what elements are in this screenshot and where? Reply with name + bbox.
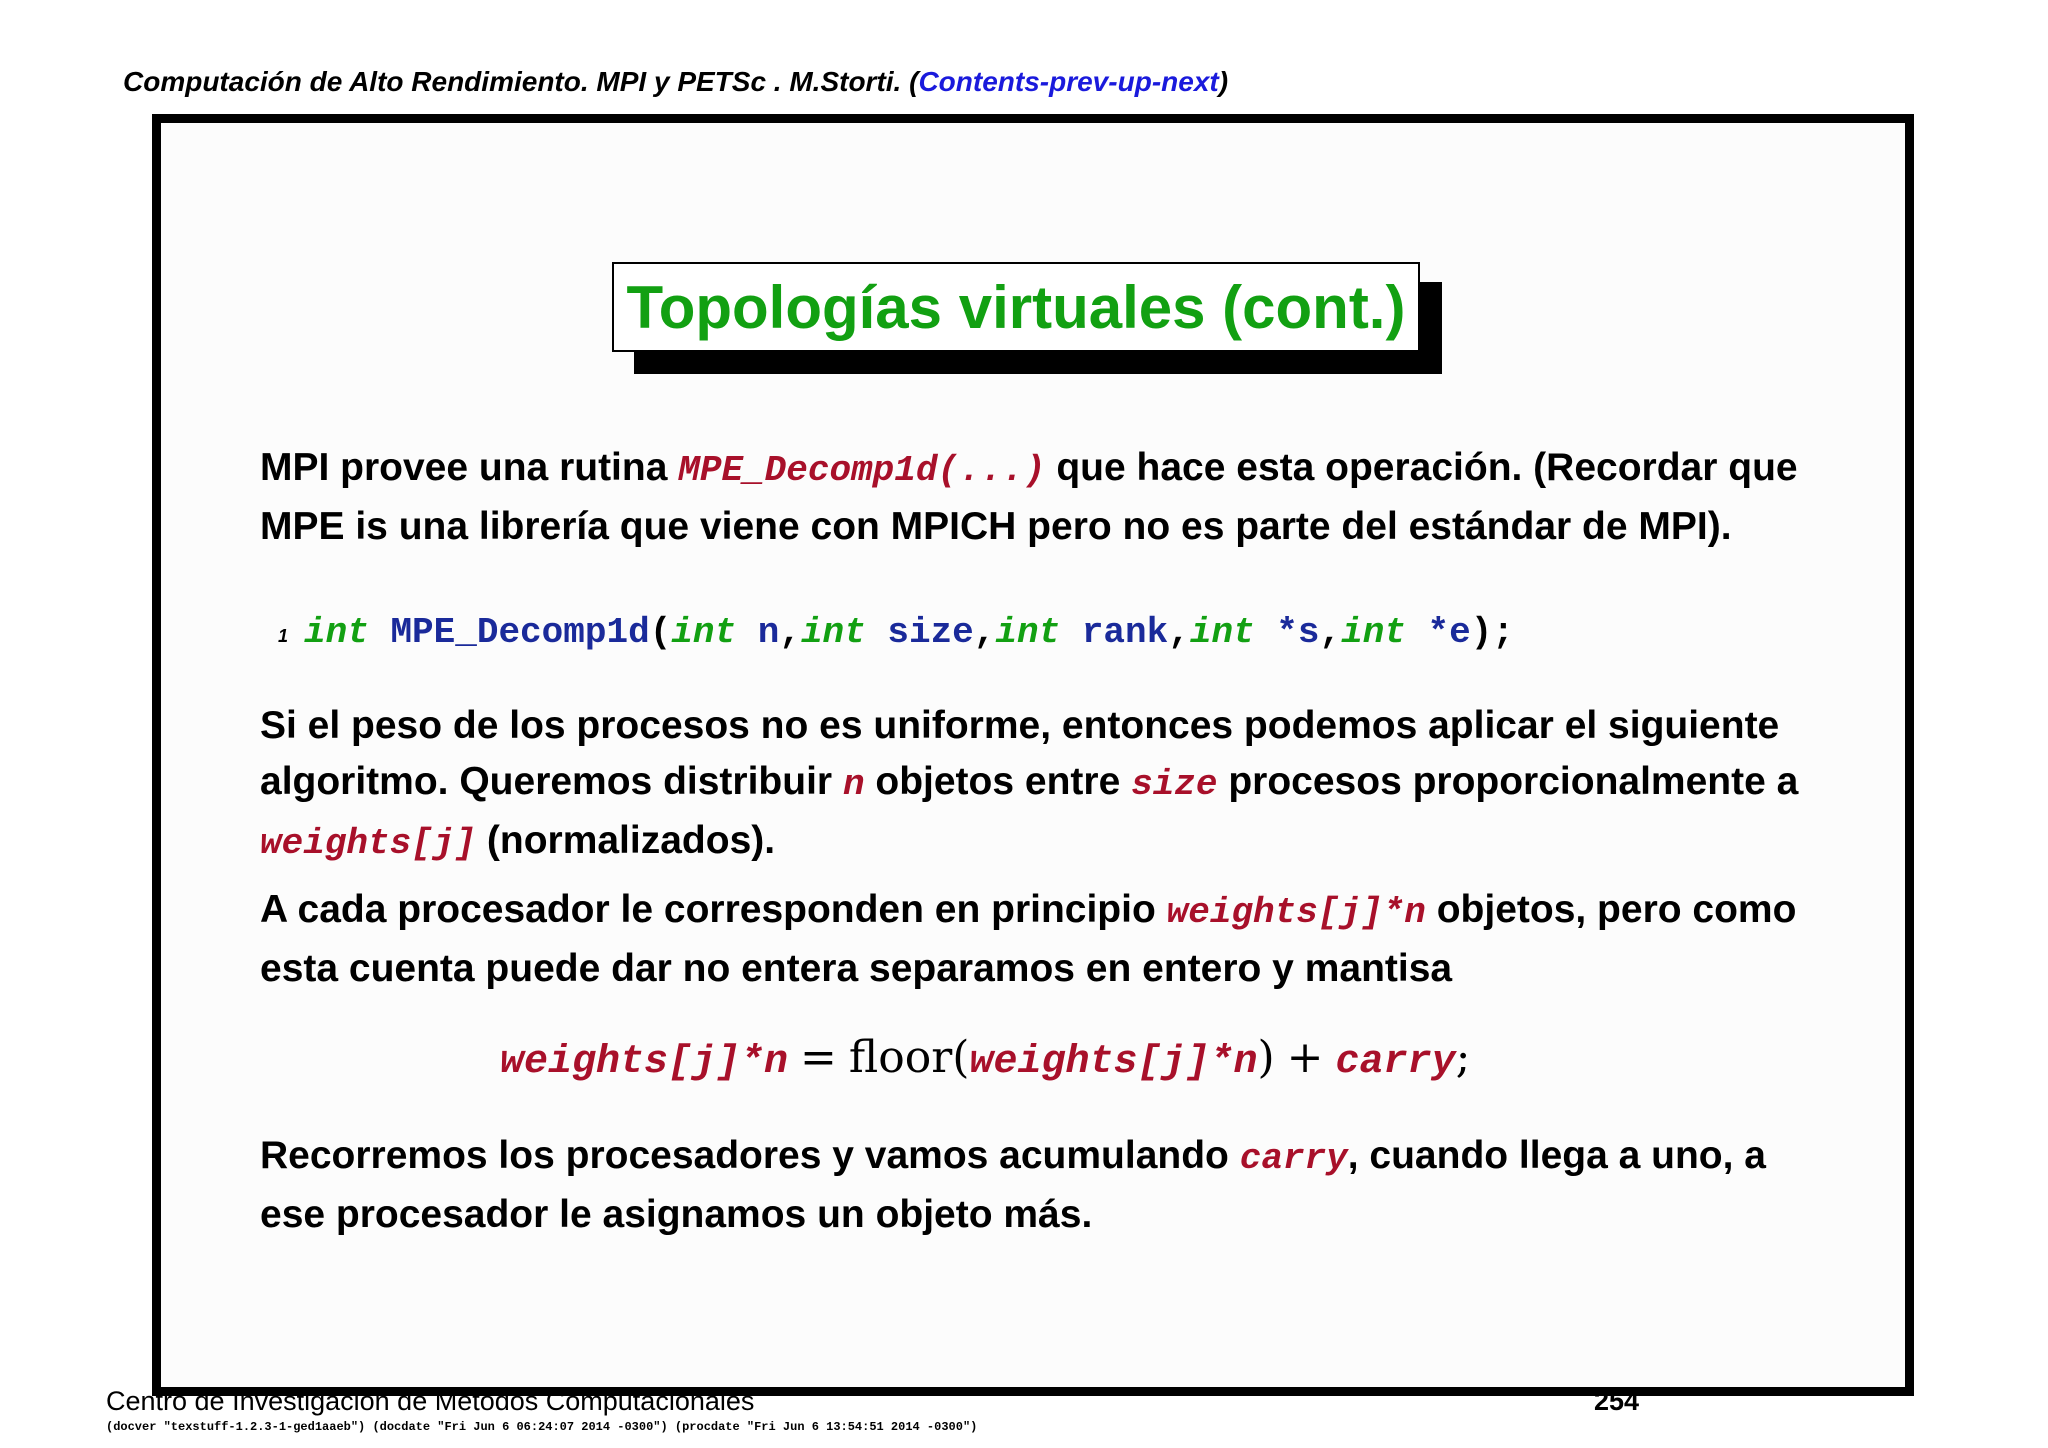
page-number: 254 (1594, 1386, 1640, 1416)
code-arg: size (887, 612, 974, 653)
paragraph-carry-accumulate (260, 1128, 1820, 1243)
code-punct: , (1319, 612, 1342, 653)
paragraph-per-processor (260, 882, 1820, 997)
formula-close-paren: ) (1257, 1032, 1275, 1083)
code-arg: rank (1081, 612, 1169, 653)
code-punct: , (779, 612, 801, 653)
formula-inner: weights[j]*n (969, 1040, 1258, 1085)
paragraph-mpe-routine (260, 440, 1820, 555)
footer-doc-metadata: (docver "texstuff-1.2.3-1-ged1aaeb") (docdate "Fri Jun 6 06:24:07 2014 -0300") (procdate "Fri Jun 6 13:54:51 2014 -0300") (106, 1420, 978, 1434)
code-keyword: int (995, 612, 1061, 653)
text: Si el peso de los procesos no es uniforme, entonces podemos aplicar el siguiente algoritmo. Queremos distribuir (260, 704, 1780, 803)
code-keyword: int (304, 612, 369, 653)
nav-contents-link[interactable]: Contents (918, 66, 1040, 97)
header-close-paren: ) (1218, 66, 1229, 97)
nav-prev-link[interactable]: prev (1049, 66, 1109, 97)
code-keyword: int (800, 612, 866, 653)
formula-equals: = (800, 1032, 837, 1083)
text: , cuando llega a uno, a ese procesador le asignamos un objeto más. (260, 1134, 1766, 1236)
paragraph-weighted-algorithm (260, 698, 1820, 872)
code-keyword: int (1341, 612, 1406, 653)
code-punct: ( (649, 612, 672, 653)
formula-floor-carry (500, 1032, 1470, 1085)
code-arg: *s (1276, 612, 1320, 653)
page-header (123, 66, 1228, 98)
inline-code-size: size (1131, 764, 1218, 805)
code-function-name: MPE_Decomp1d (390, 612, 650, 653)
nav-next-link[interactable]: next (1161, 66, 1219, 97)
code-listing-line (278, 612, 1514, 653)
formula-lhs: weights[j]*n (500, 1040, 789, 1085)
inline-code-mpe-decomp1d: MPE_Decomp1d(...) (678, 450, 1046, 491)
text: que hace esta operación. (Recordar que MPE is una librería que viene con MPICH pero no es parte del estándar de MPI). (260, 446, 1798, 548)
code-arg: *e (1427, 612, 1471, 653)
text: (normalizados). (476, 819, 776, 862)
nav-separator: - (1151, 66, 1162, 97)
line-number: 1 (278, 626, 289, 646)
slide-title-text: Topologías virtuales (cont.) (626, 273, 1406, 341)
formula-carry: carry (1335, 1040, 1456, 1085)
code-punct: , (1168, 612, 1190, 653)
text: A cada procesador le corresponden en principio (260, 888, 1167, 931)
formula-plus: + (1286, 1032, 1324, 1083)
code-keyword: int (671, 612, 737, 653)
code-arg: n (757, 612, 780, 653)
inline-code-carry: carry (1239, 1138, 1348, 1179)
nav-up-link[interactable]: up (1117, 66, 1152, 97)
footer-institution: Centro de Investigación de Métodos Computacionales (106, 1386, 755, 1416)
inline-code-weights: weights[j] (260, 823, 477, 864)
text: objetos, pero como esta cuenta puede dar no entera separamos en entero y mantisa (260, 888, 1797, 990)
nav-separator: - (1039, 66, 1050, 97)
nav-separator: - (1108, 66, 1118, 97)
slide-title (612, 262, 1420, 352)
text: MPI provee una rutina (260, 446, 679, 489)
text: procesos proporcionalmente a (1217, 760, 1799, 803)
header-title: Computación de Alto Rendimiento. MPI y PETSc . M.Storti. ( (123, 66, 919, 97)
text: Recorremos los procesadores y vamos acumulando (260, 1134, 1240, 1177)
formula-semicolon: ; (1455, 1032, 1471, 1083)
inline-code-n: n (842, 764, 865, 805)
code-keyword: int (1189, 612, 1255, 653)
inline-code-weights-n: weights[j]*n (1166, 892, 1426, 933)
formula-floor: floor( (848, 1032, 970, 1083)
code-punct: ); (1470, 612, 1514, 653)
code-punct: , (973, 612, 996, 653)
text: objetos entre (864, 760, 1132, 803)
